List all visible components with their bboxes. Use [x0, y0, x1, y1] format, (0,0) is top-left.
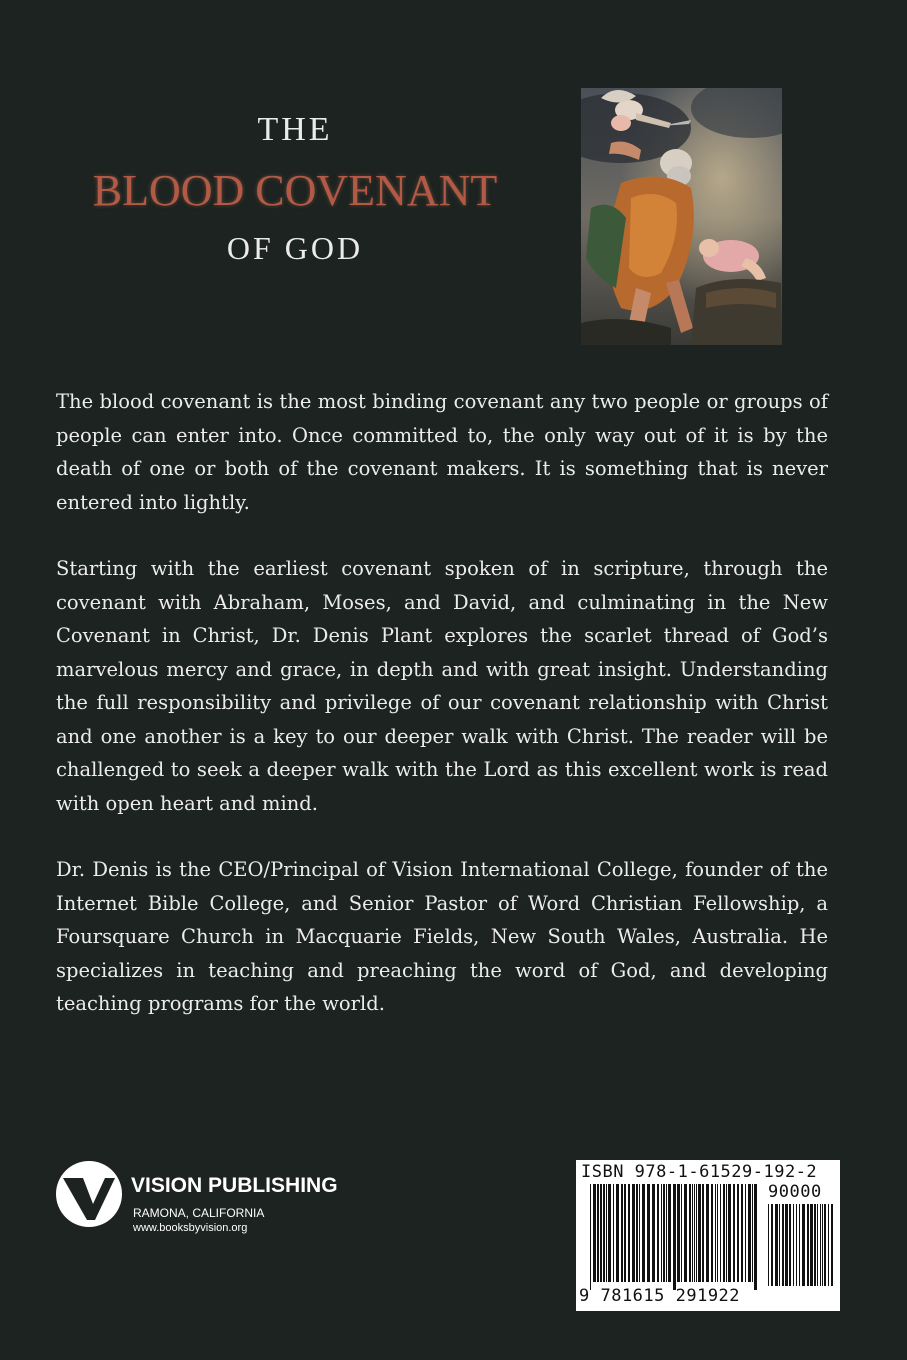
- book-title: [90, 110, 500, 268]
- isbn-number: ISBN 978-1-61529-192-2: [581, 1162, 818, 1182]
- price-code: 90000: [768, 1182, 822, 1202]
- vision-v-logo-icon: [55, 1160, 123, 1228]
- publisher-block: [55, 1160, 355, 1240]
- painting-sacrifice-of-isaac-icon: [581, 88, 782, 345]
- publisher-city: RAMONA, CALIFORNIA: [133, 1206, 265, 1220]
- author-bio-paragraph: Dr. Denis is the CEO/Principal of Vision International College, founder of the Internet Bible College, and Senior Pastor of Word Christian Fellowship, a Foursquare Church in Macquarie Fields, New South Wales, Australia. He specializes in teaching and preaching the word of God, and developing teaching programs for the world.: [56, 858, 828, 1015]
- publisher-name: VISION PUBLISHING: [131, 1174, 338, 1197]
- book-description: [56, 385, 828, 1054]
- title-line-of-god: OF GOD: [226, 230, 364, 266]
- description-paragraph-2: Starting with the earliest covenant spoken of in scripture, through the covenant with Abraham, Moses, and David, and culminating in the New Covenant in Christ, Dr. Denis Plant explores the scarlet thread of God’s marvelous mercy and grace, in depth and with great insight. Understanding the full responsibility and privilege of our covenant relationship with Christ and one another is a key to our deeper walk with Christ. The reader will be challenged to seek a deeper walk with the Lord as this excellent work is read with open heart and mind.: [56, 557, 828, 815]
- isbn-barcode: [576, 1160, 840, 1311]
- title-line-the: THE: [257, 111, 333, 148]
- description-paragraph-1: The blood covenant is the most binding covenant any two people or groups of people can enter into. Once committed to, the only way out of it is by the death of one or both of the covenant makers. It is something that is never entered into lightly.: [56, 390, 828, 514]
- title-line-blood-covenant: BLOOD COVENANT: [92, 166, 498, 215]
- barcode-digits: 9 781615 291922: [579, 1286, 741, 1306]
- publisher-url: www.booksbyvision.org: [133, 1222, 248, 1234]
